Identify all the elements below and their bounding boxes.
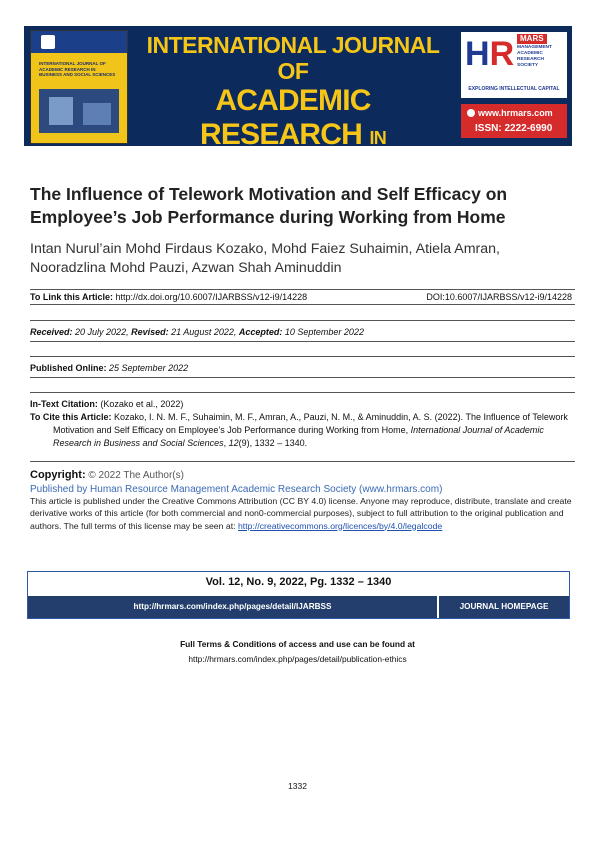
copyright-heading bbox=[30, 468, 575, 483]
license-link[interactable]: http://creativecommons.org/licences/by/4.0/legalcode bbox=[237, 520, 443, 531]
published-label: Published Online: bbox=[30, 363, 107, 373]
cite-volume: 12 bbox=[228, 438, 239, 448]
banner-title-line2-suffix: IN bbox=[369, 128, 386, 146]
terms-line1: Full Terms & Conditions of access and use can be found at bbox=[180, 639, 415, 649]
cite-sep: , bbox=[223, 438, 229, 448]
published-by: Published by Human Resource Management Academic Research Society (www.hrmars.com) bbox=[30, 484, 443, 495]
hr-letter-h: H bbox=[465, 35, 490, 73]
divider bbox=[30, 304, 575, 305]
doi-text: DOI:10.6007/IJARBSS/v12-i9/14228 bbox=[426, 292, 572, 302]
received-label: Received: bbox=[30, 327, 73, 337]
mars-badge: MARS bbox=[517, 34, 547, 44]
cover-photo bbox=[39, 89, 119, 133]
website-text: www.hrmars.com bbox=[478, 108, 553, 118]
divider bbox=[30, 461, 575, 462]
published-online bbox=[30, 362, 575, 375]
cover-logo-icon bbox=[41, 35, 55, 49]
banner-title-line2-main: ACADEMIC RESEARCH bbox=[200, 84, 371, 146]
license-text bbox=[30, 495, 578, 532]
copyright-label: Copyright: bbox=[30, 469, 86, 481]
logo-caption: EXPLORING INTELLECTUAL CAPITAL bbox=[468, 86, 560, 92]
cite-label: To Cite this Article: bbox=[30, 412, 112, 422]
banner-title bbox=[132, 32, 454, 146]
cite-journal: International Journal of Academic Research in Business and Social Sciences bbox=[53, 425, 544, 448]
page-number: 1332 bbox=[288, 781, 307, 791]
banner-title-line1: INTERNATIONAL JOURNAL OF bbox=[146, 32, 440, 84]
citation-block bbox=[30, 398, 575, 450]
hrmars-logo bbox=[461, 32, 567, 98]
terms-link[interactable]: http://hrmars.com/index.php/pages/detail/publication-ethics bbox=[188, 654, 407, 664]
cite-text: Kozako, I. N. M. F., Suhaimin, M. F., Amran, A., Pauzi, N. M., & Aminuddin, A. S. (2022). The Influence of Telework Motivation and Self Efficacy on Employee’s Job Performance during Working from Home, bbox=[53, 412, 568, 435]
website-line bbox=[467, 107, 553, 119]
divider bbox=[30, 341, 575, 342]
volume-info: Vol. 12, No. 9, 2022, Pg. 1332 – 1340 bbox=[205, 576, 392, 588]
intext-label: In-Text Citation: bbox=[30, 399, 98, 409]
divider bbox=[30, 356, 575, 357]
banner-title-line2 bbox=[132, 84, 454, 146]
journal-cover-image bbox=[30, 30, 128, 144]
divider bbox=[30, 392, 575, 393]
intext-value: (Kozako et al., 2022) bbox=[97, 399, 184, 409]
received-value: 20 July 2022, bbox=[72, 327, 129, 337]
volume-box bbox=[27, 571, 570, 619]
article-authors: Intan Nurul’ain Mohd Firdaus Kozako, Mohd Faiez Suhaimin, Atiela Amran, Nooradzlina Mohd Pauzi, Azwan Shah Aminuddin bbox=[30, 241, 501, 276]
cite-article bbox=[30, 411, 575, 450]
copyright-value: © 2022 The Author(s) bbox=[85, 470, 184, 481]
journal-url-link[interactable]: http://hrmars.com/index.php/pages/detail/IJARBSS bbox=[28, 596, 437, 618]
article-dates bbox=[30, 326, 575, 339]
revised-value: 21 August 2022, bbox=[168, 327, 237, 337]
terms-block bbox=[0, 637, 595, 667]
divider bbox=[30, 289, 575, 290]
cite-pages: (9), 1332 – 1340. bbox=[238, 438, 308, 448]
divider bbox=[30, 377, 575, 378]
website-issn-box bbox=[461, 104, 567, 138]
journal-homepage-button[interactable]: JOURNAL HOMEPAGE bbox=[439, 596, 569, 618]
issn-text: ISSN: 2222-6990 bbox=[475, 123, 553, 134]
accepted-label: Accepted: bbox=[238, 327, 283, 337]
logo-subtitle: MANAGEMENT ACADEMIC RESEARCH SOCIETY bbox=[517, 45, 552, 68]
cover-title: INTERNATIONAL JOURNAL OF ACADEMIC RESEARCH IN BUSINESS AND SOCIAL SCIENCES bbox=[39, 61, 116, 77]
link-label: To Link this Article: bbox=[30, 292, 114, 302]
revised-label: Revised: bbox=[131, 327, 169, 337]
intext-citation bbox=[30, 398, 575, 411]
accepted-value: 10 September 2022 bbox=[282, 327, 364, 337]
divider bbox=[30, 320, 575, 321]
published-value: 25 September 2022 bbox=[109, 363, 189, 373]
hr-letter-r: R bbox=[489, 35, 515, 73]
article-title: The Influence of Telework Motivation and Self Efficacy on Employee’s Job Performance during Working from Home bbox=[30, 184, 508, 227]
hr-letters bbox=[465, 34, 514, 74]
globe-icon bbox=[467, 109, 475, 117]
license-body: This article is published under the Creative Commons Attribution (CC BY 4.0) license. Anyone may reproduce, distribute, translate and create derivative works of this article (for both commercial and non0-commercial purposes), subject to full attribution to the original publication and authors. The full terms of this license may be seen at: bbox=[30, 496, 572, 531]
article-link-row bbox=[30, 291, 575, 304]
article-link[interactable]: http://dx.doi.org/10.6007/IJARBSS/v12-i9/14228 bbox=[113, 292, 308, 302]
journal-banner bbox=[24, 26, 572, 146]
